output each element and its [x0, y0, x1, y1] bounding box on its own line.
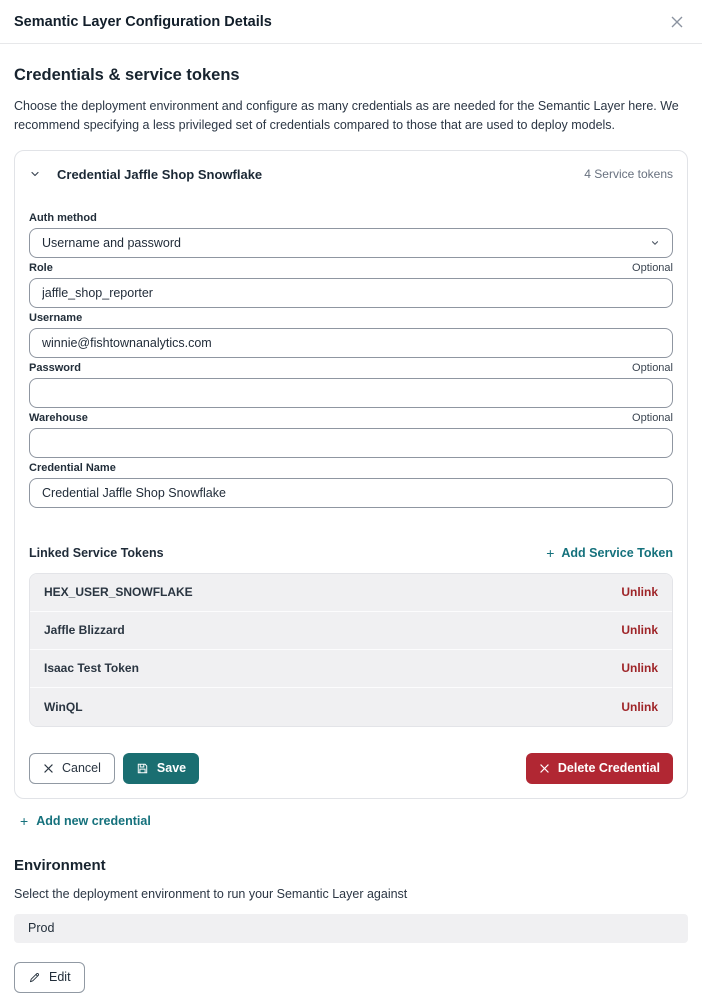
- modal-header: [0, 0, 702, 44]
- warehouse-input[interactable]: [29, 428, 673, 458]
- role-optional-tag: Optional: [632, 261, 673, 274]
- credential-card-title: Credential Jaffle Shop Snowflake: [57, 166, 263, 182]
- auth-method-select[interactable]: [29, 228, 673, 258]
- delete-credential-button[interactable]: [526, 753, 673, 784]
- environment-description: Select the deployment environment to run your Semantic Layer against: [14, 886, 408, 901]
- credential-form: [29, 212, 673, 508]
- linked-tokens-header: [29, 546, 673, 560]
- cancel-button[interactable]: [29, 753, 115, 784]
- collapse-chevron-icon[interactable]: [29, 168, 41, 180]
- cancel-button-label: Cancel: [62, 761, 101, 775]
- token-name: Jaffle Blizzard: [44, 623, 125, 637]
- credential-card: [14, 150, 688, 799]
- warehouse-optional-tag: Optional: [632, 411, 673, 424]
- environment-selected-value: Prod: [14, 914, 688, 943]
- x-icon: [43, 763, 54, 774]
- token-name: HEX_USER_SNOWFLAKE: [44, 585, 193, 599]
- credentials-section-description: Choose the deployment environment and configure as many credentials as are needed for the Semantic Layer here. We recommend specifying a less privileged set of credentials compared to those that are used to deploy models.: [14, 99, 679, 132]
- password-label: Password: [29, 361, 81, 374]
- card-actions: [29, 753, 673, 784]
- password-input[interactable]: [29, 378, 673, 408]
- save-disk-icon: [136, 762, 149, 775]
- credential-card-header: [29, 165, 673, 182]
- x-icon: [539, 763, 550, 774]
- unlink-button[interactable]: Unlink: [621, 623, 658, 637]
- role-input[interactable]: [29, 278, 673, 308]
- unlink-button[interactable]: Unlink: [621, 585, 658, 599]
- linked-tokens-title: Linked Service Tokens: [29, 545, 164, 560]
- unlink-button[interactable]: Unlink: [621, 661, 658, 675]
- role-label: Role: [29, 261, 53, 274]
- plus-icon: +: [20, 812, 29, 829]
- add-new-credential-button[interactable]: [20, 814, 151, 828]
- password-optional-tag: Optional: [632, 361, 673, 374]
- token-row: [30, 650, 672, 688]
- username-input[interactable]: [29, 328, 673, 358]
- service-token-list: [29, 573, 673, 727]
- auth-method-label: Auth method: [29, 211, 97, 224]
- save-button-label: Save: [156, 761, 187, 775]
- pencil-icon: [28, 971, 41, 984]
- plus-icon: +: [546, 544, 555, 561]
- add-service-token-label: Add Service Token: [561, 545, 673, 560]
- environment-heading: Environment: [14, 856, 106, 874]
- credential-name-label: Credential Name: [29, 461, 116, 474]
- credentials-section-heading: Credentials & service tokens: [14, 66, 240, 84]
- delete-credential-label: Delete Credential: [557, 761, 660, 775]
- service-token-count: 4 Service tokens: [584, 167, 673, 181]
- token-row: [30, 688, 672, 726]
- chevron-down-icon: [650, 238, 660, 248]
- token-name: Isaac Test Token: [44, 661, 139, 675]
- unlink-button[interactable]: Unlink: [621, 699, 658, 714]
- save-button[interactable]: [123, 753, 199, 784]
- add-new-credential-label: Add new credential: [36, 813, 151, 828]
- auth-method-value: Username and password: [42, 235, 181, 250]
- modal-title: Semantic Layer Configuration Details: [14, 13, 272, 30]
- token-row: [30, 574, 672, 612]
- add-service-token-button[interactable]: [546, 546, 673, 560]
- token-row: [30, 612, 672, 650]
- credential-name-input[interactable]: [29, 478, 673, 508]
- token-name: WinQL: [44, 699, 83, 714]
- username-label: Username: [29, 311, 83, 324]
- close-icon[interactable]: [668, 13, 686, 31]
- warehouse-label: Warehouse: [29, 411, 88, 424]
- modal-body: [0, 66, 702, 993]
- edit-button-label: Edit: [49, 970, 71, 984]
- edit-button[interactable]: [14, 962, 85, 993]
